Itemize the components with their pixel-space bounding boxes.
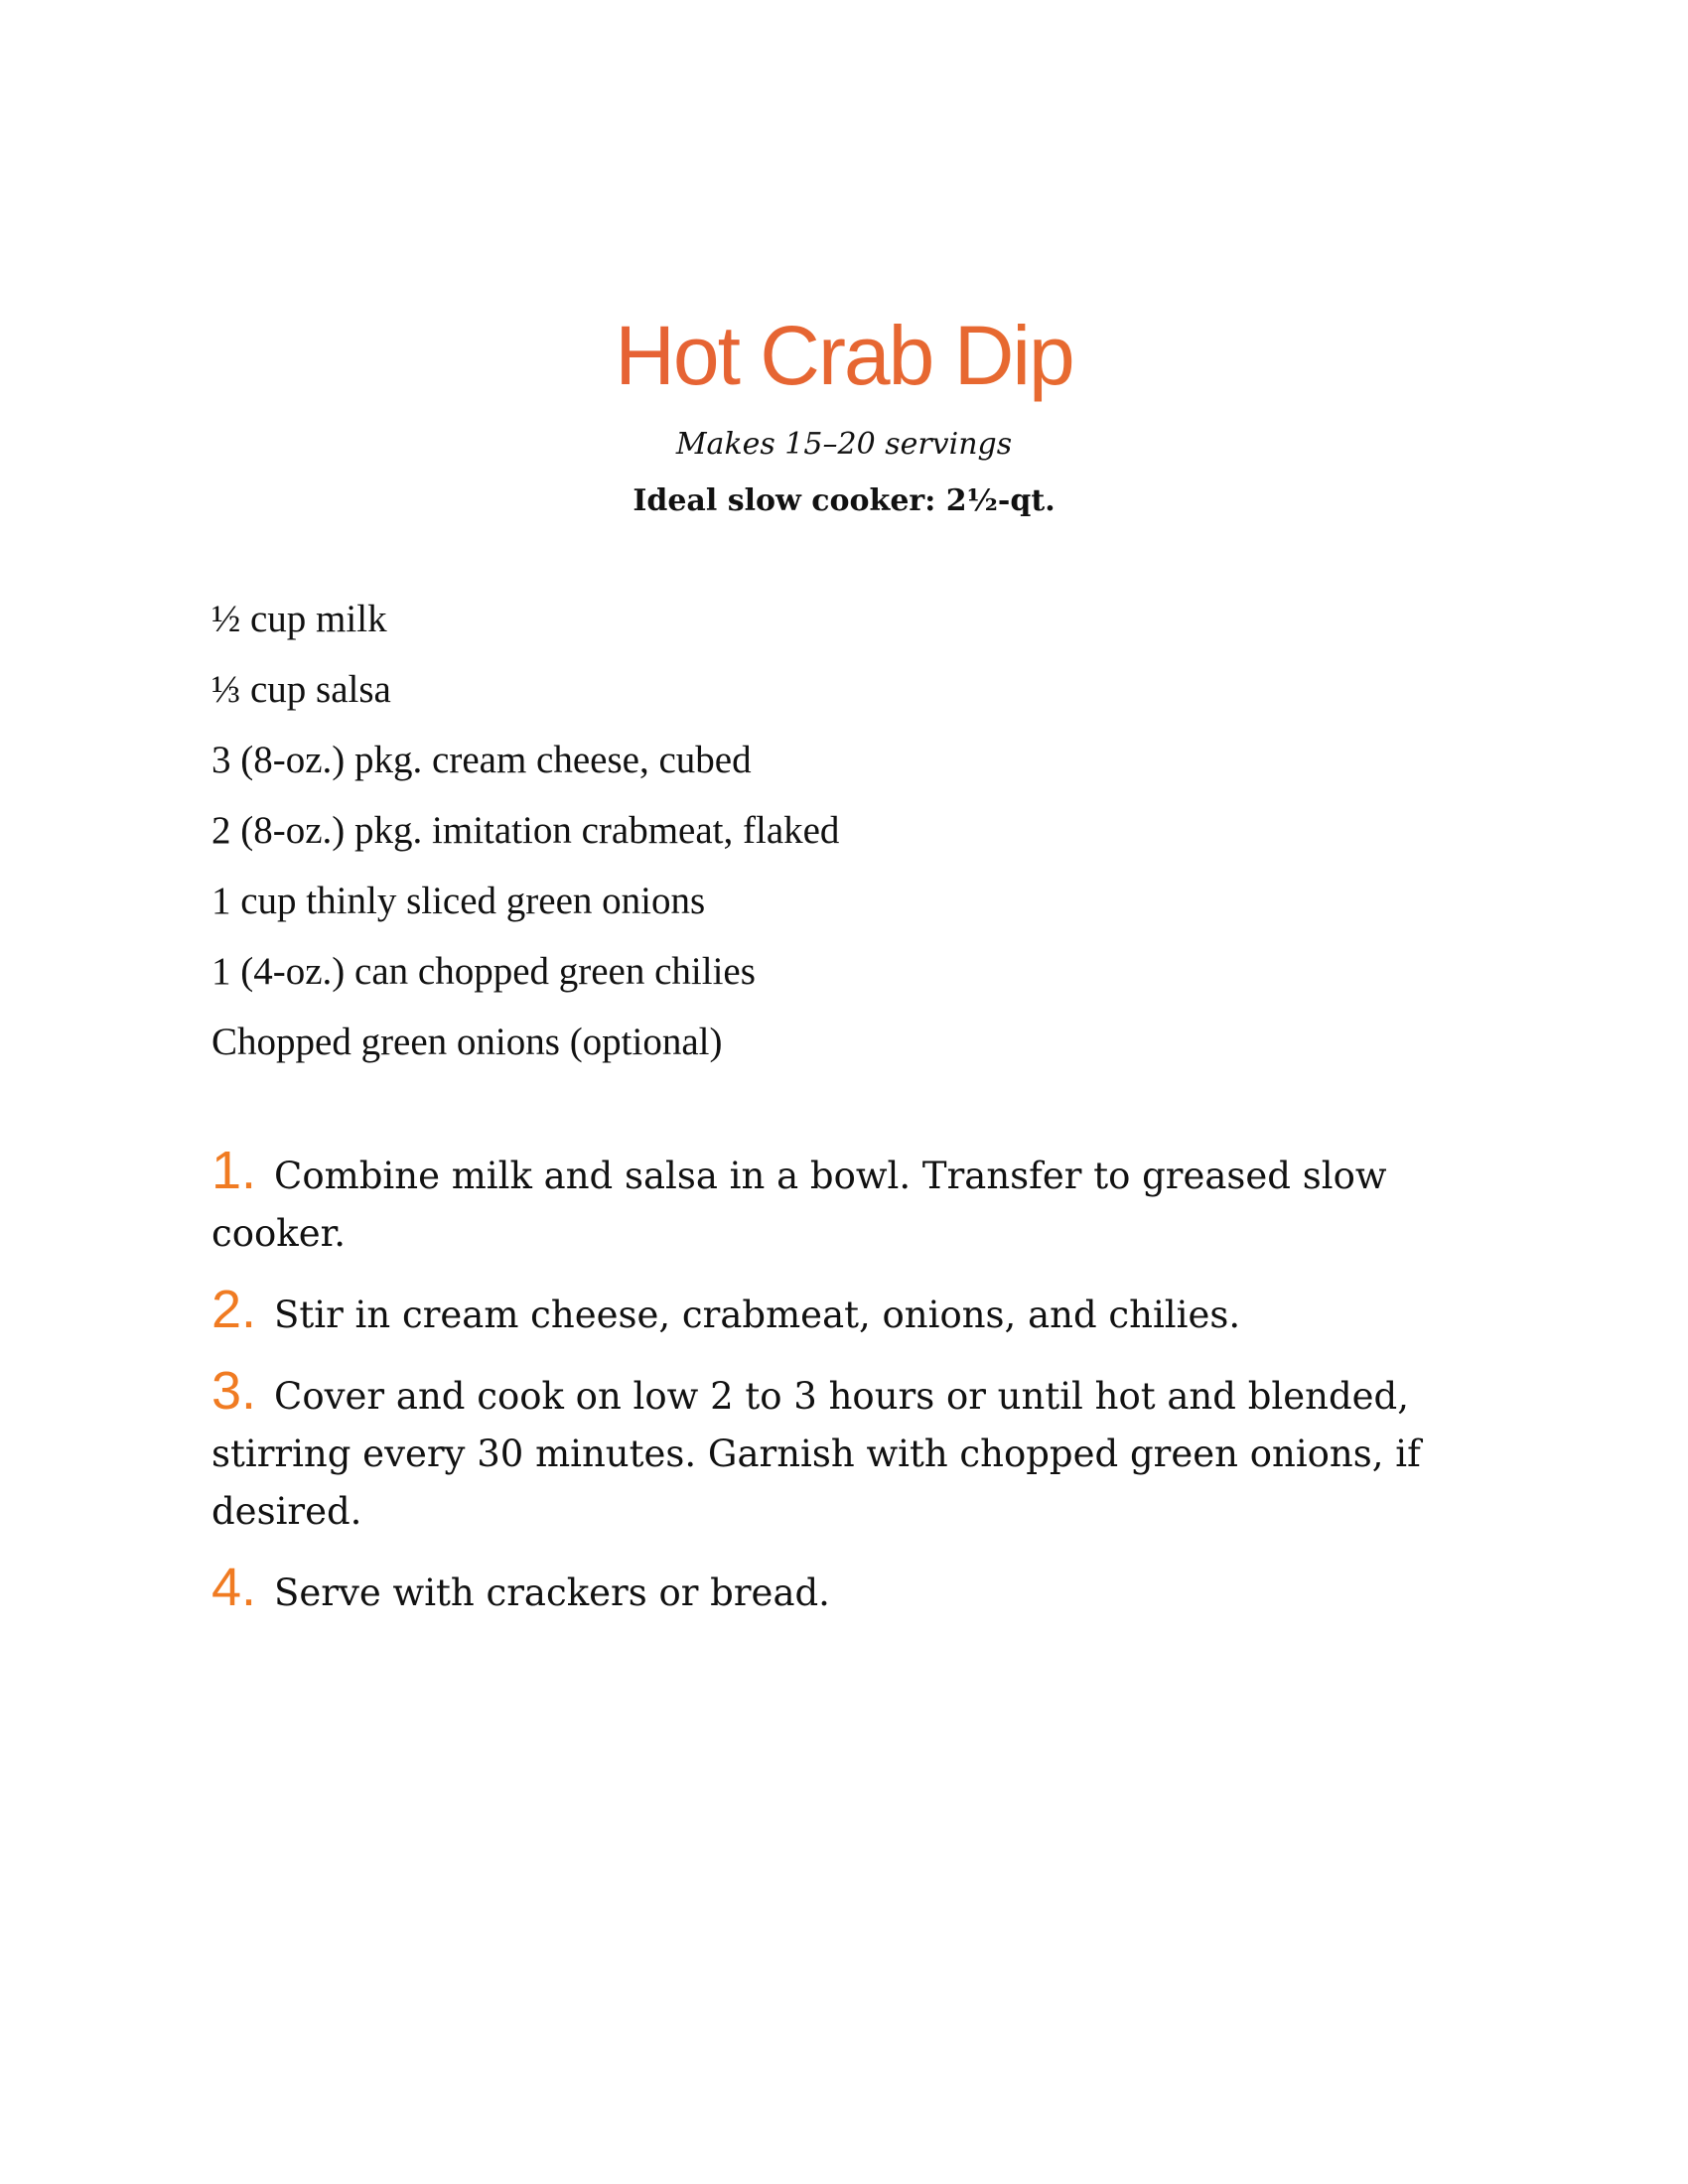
step-text: Serve with crackers or bread. (274, 1571, 830, 1614)
step-number: 2. (211, 1280, 257, 1339)
instruction-step (211, 1559, 1453, 1622)
step-number: 1. (211, 1141, 257, 1200)
ingredient-item: 3 (8-oz.) pkg. cream cheese, cubed (211, 739, 752, 781)
slow-cooker-size: Ideal slow cooker: 2½-qt. (633, 483, 1055, 518)
servings-yield: Makes 15–20 servings (675, 427, 1013, 462)
ingredient-list (211, 596, 1453, 1089)
instruction-list (211, 1142, 1453, 1640)
instruction-step (211, 1142, 1453, 1263)
step-number: 4. (211, 1558, 257, 1617)
step-text: Combine milk and salsa in a bowl. Transfer to greased slow cooker. (211, 1155, 1387, 1255)
instruction-step (211, 1362, 1453, 1541)
recipe-title: Hot Crab Dip (0, 306, 1688, 405)
ingredient-item: 1 cup thinly sliced green onions (211, 880, 706, 922)
instruction-step (211, 1281, 1453, 1344)
ingredient-item: 1 (4-oz.) can chopped green chilies (211, 950, 756, 993)
step-text: Cover and cook on low 2 to 3 hours or until hot and blended, stirring every 30 minutes. Garnish with chopped green onions, if desired. (211, 1375, 1421, 1533)
ingredient-item: ⅓ cup salsa (211, 668, 391, 711)
ingredient-item: ½ cup milk (211, 598, 387, 640)
step-text: Stir in cream cheese, crabmeat, onions, and chilies. (274, 1294, 1241, 1336)
ingredient-item: 2 (8-oz.) pkg. imitation crabmeat, flaked (211, 809, 840, 852)
ingredient-item: Chopped green onions (optional) (211, 1021, 723, 1063)
step-number: 3. (211, 1361, 257, 1421)
